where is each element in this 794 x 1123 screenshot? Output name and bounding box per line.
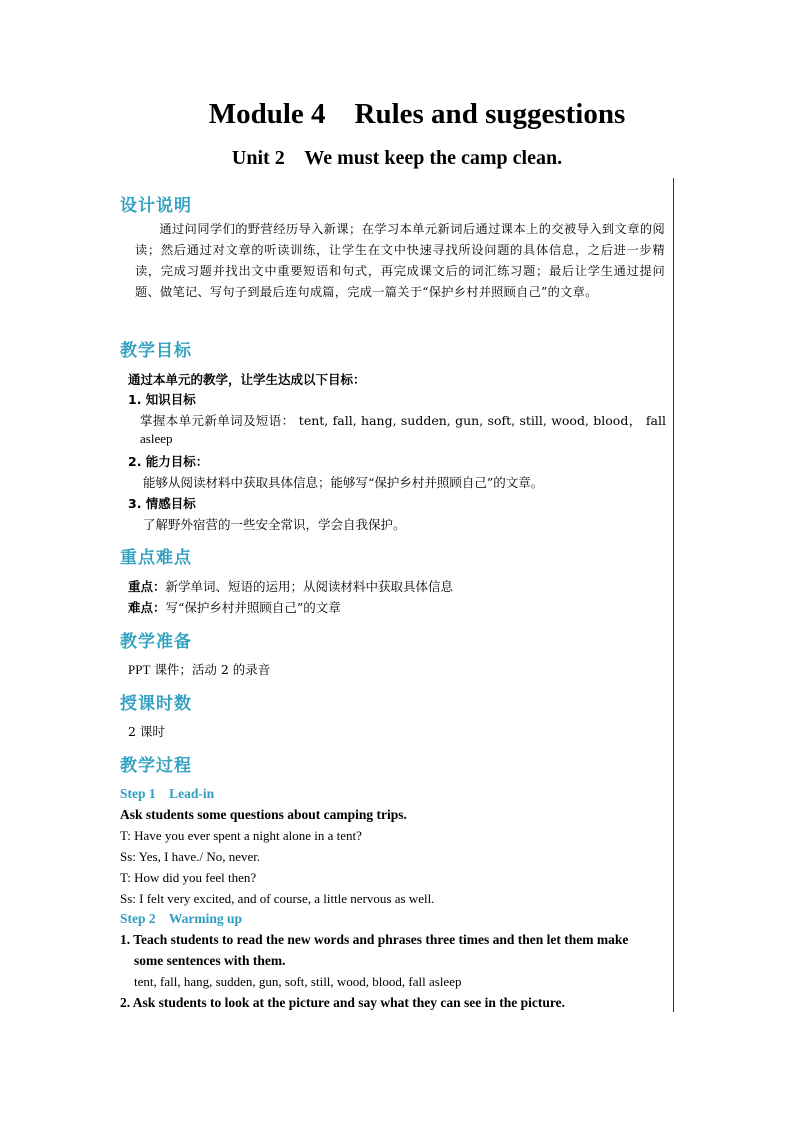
emotion-text: 了解野外宿营的一些安全常识，学会自我保护。 <box>143 517 406 532</box>
emotion-title: 3. 情感目标 <box>128 496 196 511</box>
key-label: 重点： <box>128 579 166 594</box>
knowledge-text: 掌握本单元新单词及短语： tent, fall, hang, sudden, gun, soft, still, wood, blood， fall <box>140 413 666 428</box>
step2-words: tent, fall, hang, sudden, gun, soft, still, wood, blood, fall asleep <box>134 974 462 989</box>
key-point-line <box>128 577 453 595</box>
preparation-line <box>128 660 270 678</box>
step2-title: Step 2 Warming up <box>120 911 243 926</box>
preparation-text: 课件；活动 2 的录音 <box>150 662 271 677</box>
dialogue-line: Ss: Yes, I have./ No, never. <box>120 849 261 864</box>
section-heading-objectives: 教学目标 <box>120 341 192 361</box>
objectives-intro: 通过本单元的教学，让学生达成以下目标： <box>128 372 366 387</box>
dialogue-line: T: Have you ever spent a night alone in a tent? <box>120 828 362 843</box>
page-subtitle: Unit 2 We must keep the camp clean. <box>231 147 563 169</box>
step1-title: Step 1 Lead-in <box>120 786 215 801</box>
section-heading-key-points: 重点难点 <box>120 548 192 568</box>
page-title: Module 4 Rules and suggestions <box>208 98 626 130</box>
step1-task: Ask students some questions about camping trips. <box>120 807 407 822</box>
section-heading-hours: 授课时数 <box>120 694 192 714</box>
step2-task1-cont: some sentences with them. <box>134 953 286 968</box>
section-heading-preparation: 教学准备 <box>120 632 192 652</box>
key-text: 新学单词、短语的运用；从阅读材料中获取具体信息 <box>165 579 454 594</box>
difficult-label: 难点： <box>128 600 166 615</box>
step2-task1: 1. Teach students to read the new words and phrases three times and then let them make <box>120 932 629 947</box>
difficult-point-line <box>128 598 341 616</box>
step2-task2: 2. Ask students to look at the picture and say what they can see in the picture. <box>120 995 566 1010</box>
section-heading-process: 教学过程 <box>120 756 192 776</box>
hours-text: 2 课时 <box>128 724 165 739</box>
difficult-text: 写“保护乡村并照顾自己”的文章 <box>165 600 341 615</box>
right-border-line <box>673 178 674 1012</box>
dialogue-line: Ss: I felt very excited, and of course, a little nervous as well. <box>120 891 435 906</box>
ability-text: 能够从阅读材料中获取具体信息；能够写“保护乡村并照顾自己”的文章。 <box>143 475 544 490</box>
dialogue-line: T: How did you feel then? <box>120 870 257 885</box>
section-heading-design: 设计说明 <box>120 196 192 216</box>
design-paragraph: 通过问同学们的野营经历导入新课；在学习本单元新词后通过课本上的交被导入到文章的阅读；然后通过对文章的听读训练，让学生在文中快速寻找所设问题的具体信息，之后进一步精读，完成习题并找出文中重要短语和句式，再完成课文后的词汇练习题；最后让学生通过提问题、做笔记、写句子到最后连句成篇，完成一篇关于“保护乡村并照顾自己”的文章。 <box>135 222 665 299</box>
knowledge-text-cont: asleep <box>140 431 173 446</box>
preparation-ppt: PPT <box>128 662 151 677</box>
knowledge-title: 1. 知识目标 <box>128 392 196 407</box>
ability-title: 2. 能力目标： <box>128 454 209 469</box>
